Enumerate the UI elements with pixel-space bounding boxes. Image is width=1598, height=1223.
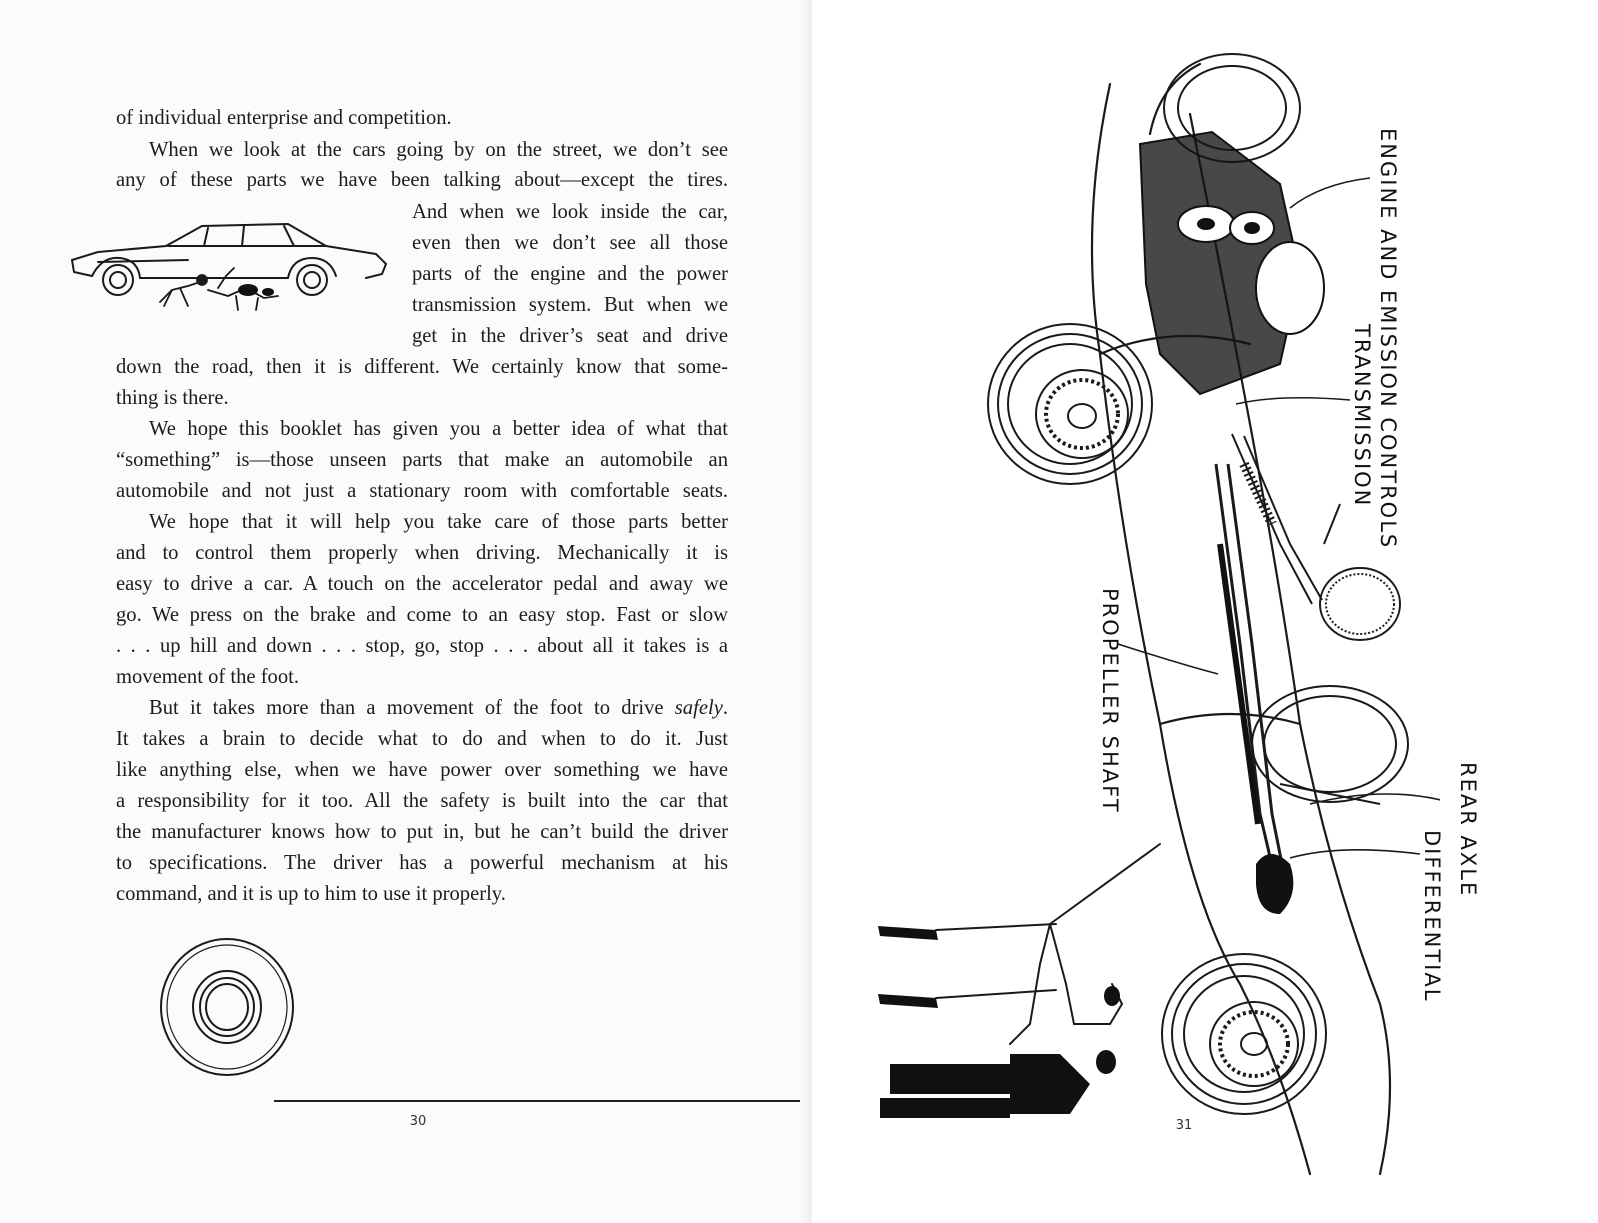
text-line: like anything else, when we have power over something we have xyxy=(116,759,728,781)
text-line: And when we look inside the car, xyxy=(412,201,728,223)
tire-illustration xyxy=(156,936,298,1078)
text-line: parts of the engine and the power xyxy=(412,263,728,285)
footer-rule xyxy=(274,1100,812,1102)
text-line: . . . up hill and down . . . stop, go, stop . . . about all it takes is a xyxy=(116,635,728,657)
text-fragment: . xyxy=(722,697,728,719)
chassis-illustration xyxy=(860,24,1440,1204)
label-rear-axle: REAR AXLE xyxy=(1456,762,1480,898)
emphasis-safely: safely xyxy=(674,697,723,719)
text-fragment: But it takes more than a movement of the foot to drive xyxy=(149,697,675,719)
page-number: 31 xyxy=(1175,1118,1193,1133)
page-number: 30 xyxy=(409,1114,427,1129)
text-line: We hope that it will help you take care of those parts better xyxy=(149,511,728,533)
text-line: thing is there. xyxy=(116,387,229,409)
text-line: transmission system. But when we xyxy=(412,294,728,316)
text-line: a responsibility for it too. All the safety is built into the car that xyxy=(116,790,728,812)
label-differential: DIFFERENTIAL xyxy=(1420,830,1444,1003)
text-line: When we look at the cars going by on the street, we don’t see xyxy=(149,139,728,161)
text-line: down the road, then it is different. We certainly know that some- xyxy=(116,356,728,378)
text-line: It takes a brain to decide what to do and when to do it. Just xyxy=(116,728,728,750)
text-line-safely xyxy=(116,694,728,722)
label-engine-emission-controls: ENGINE AND EMISSION CONTROLS xyxy=(1376,128,1400,550)
text-line: any of these parts we have been talking about—except the tires. xyxy=(116,169,728,191)
text-line: get in the driver’s seat and drive xyxy=(412,325,728,347)
text-line: the manufacturer knows how to put in, but he can’t build the driver xyxy=(116,821,728,843)
text-line: of individual enterprise and competition. xyxy=(116,107,452,129)
car-mechanic-illustration xyxy=(68,216,398,326)
text-line: to specifications. The driver has a powerful mechanism at his xyxy=(116,852,728,874)
text-line: command, and it is up to him to use it properly. xyxy=(116,883,506,905)
label-transmission: TRANSMISSION xyxy=(1350,324,1374,508)
text-line: We hope this booklet has given you a better idea of what that xyxy=(149,418,728,440)
text-line: movement of the foot. xyxy=(116,666,300,688)
text-line: even then we don’t see all those xyxy=(412,232,728,254)
text-line: go. We press on the brake and come to an easy stop. Fast or slow xyxy=(116,604,728,626)
text-line: easy to drive a car. A touch on the accelerator pedal and away we xyxy=(116,573,728,595)
text-line: and to control them properly when driving. Mechanically it is xyxy=(116,542,728,564)
text-line: automobile and not just a stationary room with comfortable seats. xyxy=(116,480,728,502)
text-line: “something” is—those unseen parts that make an automobile an xyxy=(116,449,728,471)
label-propeller-shaft: PROPELLER SHAFT xyxy=(1098,588,1122,814)
